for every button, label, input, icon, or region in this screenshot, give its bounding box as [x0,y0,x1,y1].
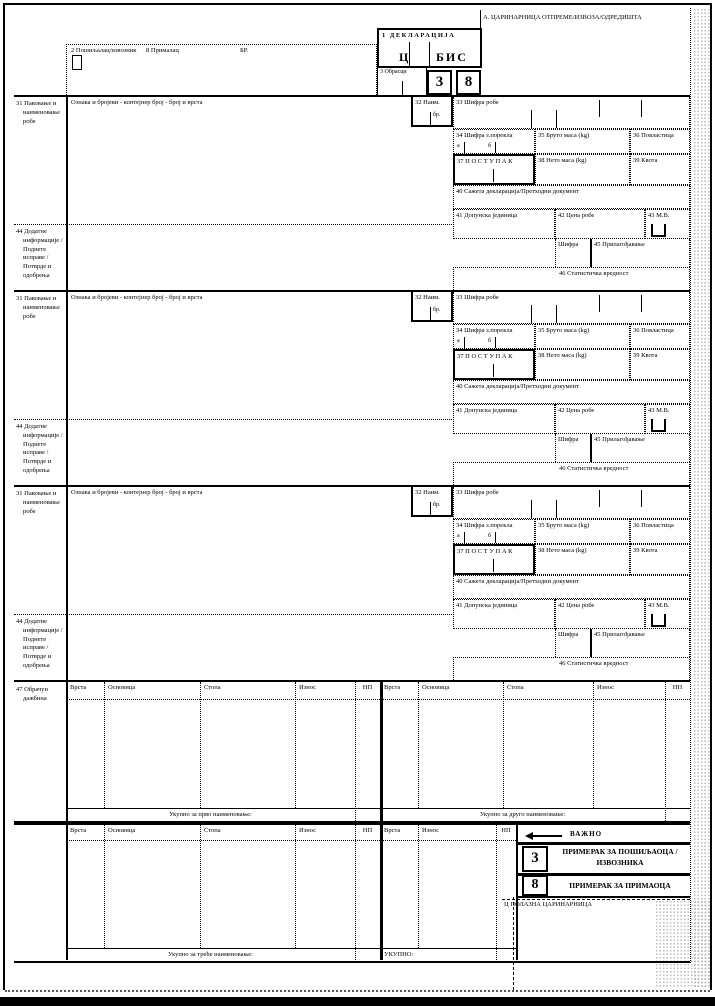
box-35-gross-mass: 35 Бруто маса (kg) [535,519,630,544]
tick [493,169,494,182]
tick [556,110,557,128]
totals-row-line [66,808,690,809]
tick [641,490,642,507]
totals-row-line [66,948,516,949]
box-45-code-cell: Шифра [555,434,590,462]
box-45-adjustment: 45 Прилагођавање [590,239,690,267]
box-33-commodity-code: 33 Шифра робе [453,97,690,129]
office-of-departure-label: Ц ПОЛАЗНА ЦАРИНАРНИЦА [504,901,593,908]
col-header-base: Основица [422,684,450,691]
total-third-item: Укупно за треће наименовање: [168,951,253,958]
divider [518,842,690,845]
dashed-divider [513,897,514,990]
box-41-supplementary-units: 41 Допунска јединица [453,209,555,239]
scan-halftone-right [693,8,710,988]
box-33-commodity-code: 33 Шифра робе [453,292,690,324]
divider [14,614,454,615]
form-copy-number-8: 8 [456,70,481,95]
box-32-item-number: 32 Наим. бр. [411,485,453,517]
column-line [295,825,296,948]
column-line [496,825,497,960]
box-36-preference: 36 Повластица [630,519,690,544]
box-34-country-of-origin-code: 34 Шифра з.порекла а б [453,129,535,154]
valuation-method-mark [651,614,666,627]
box-44-label: 44 Додатне информације / Поднете исправе / Потврде и одобрења [16,423,63,474]
box-34-country-of-origin-code: 34 Шифра з.порекла а б [453,519,535,544]
tick [429,42,430,66]
col-header-mp: НП [501,827,511,834]
box-38-net-mass: 38 Нето маса (kg) [535,154,630,185]
copy-3-label: ПРИМЕРАК ЗА ПОШИЉАОЦА / ИЗВОЗНИКА [562,847,678,867]
col-header-rate: Стопа [204,827,221,834]
box-46-statistical-value: 46 Статистичка вредност [453,657,690,680]
box-39-quota: 39 Квота [630,544,690,575]
important-label: ВАЖНО [570,830,603,838]
divider [14,224,454,225]
box-40-summary-declaration: 40 Сажета декларација/Претходни документ [453,575,690,599]
tick [430,112,431,125]
column-line [295,682,296,808]
vertical-divider [66,97,68,290]
box-2-consignor-consignee [66,44,377,95]
col-header-base: Основица [108,827,136,834]
box-40-summary-declaration: 40 Сажета декларација/Претходни документ [453,380,690,404]
tick [556,500,557,518]
tick [402,81,403,95]
column-line [503,682,504,808]
box-45-code-cell: Шифра [555,239,590,267]
box-46-statistical-value: 46 Статистичка вредност [453,267,690,290]
column-line [418,682,419,808]
tick [464,142,465,153]
box-32-item-number: 32 Наим. бр. [411,290,453,322]
tick [599,295,600,312]
col-header-amount: Износ [422,827,440,834]
vertical-divider [66,487,68,680]
tick [531,110,532,128]
second-tax-table [14,823,690,963]
box-35-gross-mass: 35 Бруто маса (kg) [535,324,630,349]
valuation-method-mark [651,224,666,237]
copy-3-number: 3 [522,846,548,872]
box-37-procedure: 37 П О С Т У П А К [453,544,535,575]
tick [409,42,410,66]
col-header-type: Врста [384,827,401,834]
col-header-type: Врста [70,827,87,834]
box-31-marks-numbers-header: Ознака и бројеви - контејнер број - број и врста [71,489,203,496]
box-31-label: 31 Паковање и наименовање робе [16,295,61,320]
valuation-method-mark [651,419,666,432]
form-copy-number-3: 3 [427,70,452,95]
box-42-item-price: 42 Цена робе [555,599,645,629]
col-header-amount: Износ [299,827,317,834]
box-38-net-mass: 38 Нето маса (kg) [535,349,630,380]
header-row-line [66,840,516,841]
box-42-item-price: 42 Цена робе [555,209,645,239]
declaration-type-bis: БИС [436,50,468,64]
copy-8-label: ПРИМЕРАК ЗА ПРИМАОЦА [569,881,671,890]
office-of-dispatch-label: А. ЦАРИНАРНИЦА ОТПРЕМЕ/ИЗВОЗА/ОДРЕДИШТА [483,14,642,21]
total-second-item: Укупно за друго наименовање: [479,811,566,818]
box-37-procedure: 37 П О С Т У П А К [453,154,535,185]
vertical-divider [66,825,68,960]
vertical-divider [380,682,383,821]
important-copies-block [518,825,690,899]
tick [641,100,642,117]
item-block [14,485,690,680]
col-header-mp: НП [362,827,373,834]
tick [495,532,496,543]
col-header-type: Врста [70,684,87,691]
tick [556,305,557,323]
box-44-label: 44 Додатне информације / Поднете исправе / Потврде и одобрења [16,228,63,279]
box-47-label: 47 Обрачун дажбина [16,686,48,702]
tick [495,142,496,153]
box-36-preference: 36 Повластица [630,129,690,154]
item-block [14,290,690,485]
col-header-type: Врста [384,684,401,691]
tick [531,500,532,518]
tick [464,532,465,543]
tick [493,559,494,572]
page-bottom-dotted-line [5,990,710,992]
col-header-amount: Износ [597,684,615,691]
checkbox [72,55,82,70]
box-43-valuation-method: 43 М.В. [645,599,690,629]
total-first-item: Укупно за прво наименовање: [169,811,252,818]
form-right-edge [690,8,691,963]
vertical-divider [66,292,68,485]
left-arrow-icon [532,835,562,837]
tick [495,337,496,348]
box-31-marks-numbers-header: Ознака и бројеви - контејнер број - број и врста [71,99,203,106]
box-1-label: 1 ДЕКЛАРАЦИЈА [382,32,456,39]
col-header-mp: НП [672,684,683,691]
box-45-adjustment: 45 Прилагођавање [590,629,690,657]
box-36-preference: 36 Повластица [630,324,690,349]
box-45-adjustment: 45 Прилагођавање [590,434,690,462]
dashed-divider [502,899,690,900]
box-47-tax-calculation-table [14,680,690,823]
tick [493,364,494,377]
grand-total-label: УКУПНО: [384,951,414,958]
box-38-net-mass: 38 Нето маса (kg) [535,544,630,575]
column-line [418,825,419,948]
tick [430,502,431,515]
column-line [355,682,356,821]
vertical-divider [380,825,383,960]
col-header-mp: НП [362,684,373,691]
box-41-supplementary-units: 41 Допунска јединица [453,404,555,434]
tick [464,337,465,348]
column-line [200,825,201,948]
divider [14,419,454,420]
column-line [355,825,356,960]
box-1-declaration [377,28,482,68]
box-44-label: 44 Додатне информације / Поднете исправе / Потврде и одобрења [16,618,63,669]
header-row-line [66,699,690,700]
item-block [14,95,690,290]
box-37-procedure: 37 П О С Т У П А К [453,349,535,380]
scan-black-bar [0,997,715,1006]
box-41-supplementary-units: 41 Допунска јединица [453,599,555,629]
box-3-label: 3 Обрасци [380,69,407,75]
box-39-quota: 39 Квота [630,154,690,185]
box-33-commodity-code: 33 Шифра робе [453,487,690,519]
column-line [200,682,201,808]
box-39-quota: 39 Квота [630,349,690,380]
box-31-label: 31 Паковање и наименовање робе [16,490,61,515]
box-31-label: 31 Паковање и наименовање робе [16,100,61,125]
column-line [104,825,105,948]
declaration-type-c: Ц [399,50,409,64]
box-31-marks-numbers-header: Ознака и бројеви - контејнер број - број и врста [71,294,203,301]
box-32-item-number: 32 Наим. бр. [411,95,453,127]
tick [599,490,600,507]
number-label: БР. [240,47,249,54]
copy-8-number: 8 [522,875,548,896]
col-header-amount: Износ [299,684,317,691]
col-header-rate: Стопа [507,684,524,691]
vertical-divider [66,682,68,821]
box-8-label: 8 Прималац [146,47,179,54]
box-2-label: 2 Пошиљалац/извозник [71,47,137,54]
column-line [593,682,594,808]
tick [641,295,642,312]
box-3-forms [377,68,427,95]
box-35-gross-mass: 35 Бруто маса (kg) [535,129,630,154]
col-header-base: Основица [108,684,136,691]
divider [518,896,690,898]
col-header-rate: Стопа [204,684,221,691]
column-line [665,682,666,821]
tick [599,100,600,117]
box-43-valuation-method: 43 М.В. [645,404,690,434]
column-line [104,682,105,808]
box-42-item-price: 42 Цена робе [555,404,645,434]
box-40-summary-declaration: 40 Сажета декларација/Претходни документ [453,185,690,209]
box-43-valuation-method: 43 М.В. [645,209,690,239]
box-45-code-cell: Шифра [555,629,590,657]
box-34-country-of-origin-code: 34 Шифра з.порекла а б [453,324,535,349]
divider [480,10,481,28]
box-46-statistical-value: 46 Статистичка вредност [453,462,690,485]
tick [531,305,532,323]
tick [430,307,431,320]
